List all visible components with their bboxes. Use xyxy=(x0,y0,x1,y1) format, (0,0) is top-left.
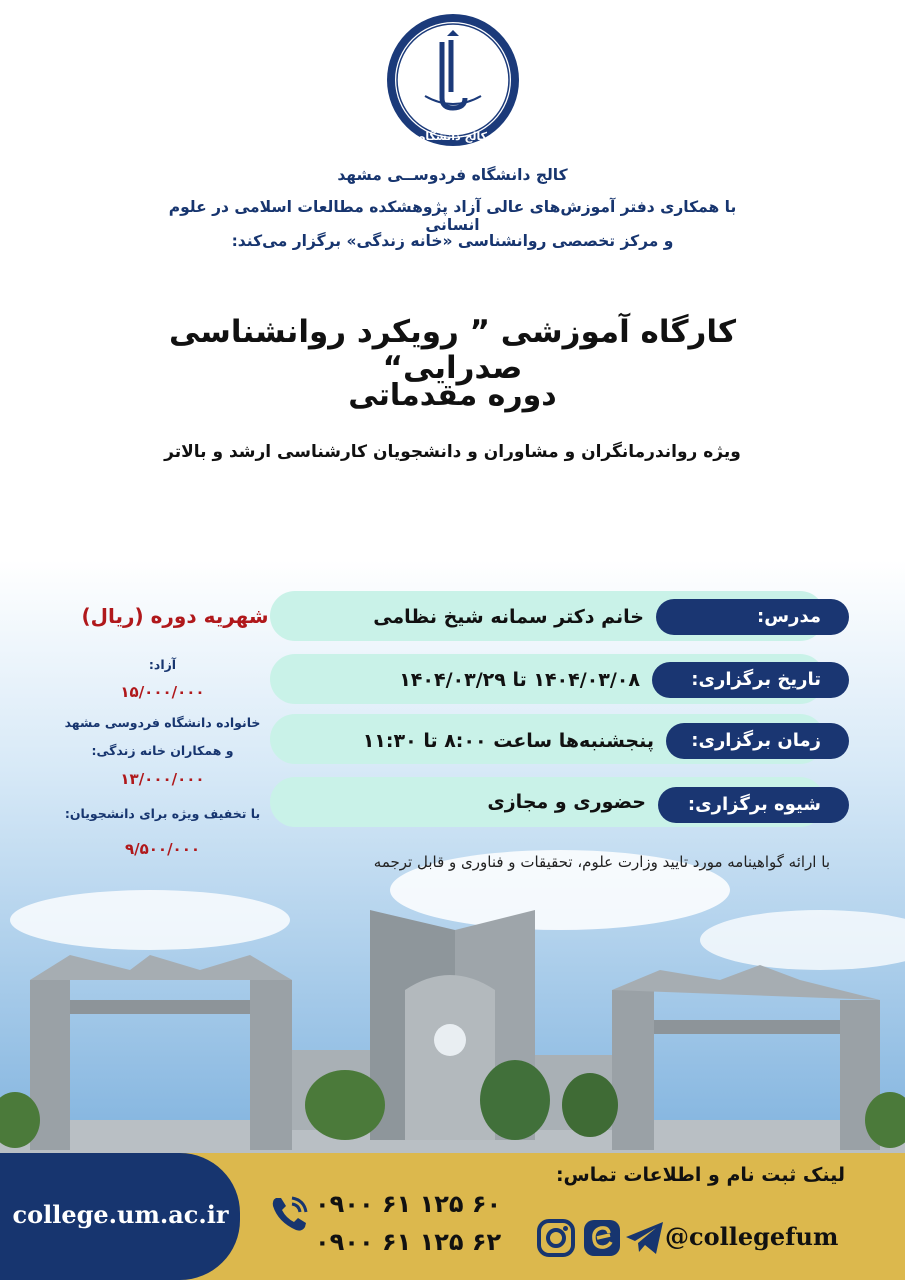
time-value: پنجشنبه‌ها ساعت ۸:۰۰ تا ۱۱:۳۰ xyxy=(362,730,654,752)
fee-student-value: ۹/۵۰۰/۰۰۰ xyxy=(124,840,201,858)
partner-line: با همکاری دفتر آموزش‌های عالی آزاد پژوهشکده مطالعات اسلامی در علوم انسانی xyxy=(168,198,737,234)
college-name: کالج دانشگاه فردوســی مشهد xyxy=(337,166,568,184)
fee-family-label: خانواده دانشگاه فردوسی مشهد xyxy=(64,715,261,730)
workshop-title: کارگاه آموزشی ” رویکرد روانشناسی صدرایی“ xyxy=(168,314,737,386)
date-value: ۱۴۰۴/۰۳/۰۸ تا ۱۴۰۴/۰۳/۲۹ xyxy=(399,669,640,691)
phone-number-2[interactable]: ۰۹۰۰ ۶۱ ۱۲۵ ۶۲ xyxy=(315,1228,502,1256)
organizer-line: و مرکز تخصصی روانشناسی «خانه زندگی» برگزار می‌کند: xyxy=(231,232,674,250)
register-label: لینک ثبت نام و اطلاعات تماس: xyxy=(555,1164,845,1186)
target-audience: ویژه رواندرمانگران و مشاوران و دانشجویان کارشناسی ارشد و بالاتر xyxy=(164,442,741,462)
telegram-icon[interactable] xyxy=(624,1218,666,1258)
time-label: زمان برگزاری: xyxy=(666,723,849,759)
certificate-note: با ارائه گواهینامه مورد تایید وزارت علوم، تحقیقات و فناوری و قابل ترجمه xyxy=(373,853,830,871)
fee-family-value: ۱۳/۰۰۰/۰۰۰ xyxy=(120,770,205,788)
eitaa-icon[interactable] xyxy=(582,1218,622,1258)
instagram-icon[interactable] xyxy=(536,1218,576,1258)
university-logo-icon xyxy=(385,12,521,148)
date-label: تاریخ برگزاری: xyxy=(652,662,849,698)
format-label: شیوه برگزاری: xyxy=(658,787,849,823)
fee-free-value: ۱۵/۰۰۰/۰۰۰ xyxy=(120,683,205,701)
instructor-label: مدرس: xyxy=(656,599,849,635)
fee-family-label-2: و همکاران خانه زندگی: xyxy=(91,743,234,758)
course-level: دوره مقدماتی xyxy=(348,378,557,413)
fee-free-label: آزاد: xyxy=(148,657,177,672)
social-handle[interactable]: @collegefum xyxy=(665,1222,839,1251)
website-link[interactable]: college.um.ac.ir xyxy=(12,1200,229,1229)
logo-caption: کالج دانشگاه xyxy=(418,130,488,143)
phone-number-1[interactable]: ۰۹۰۰ ۶۱ ۱۲۵ ۶۰ xyxy=(315,1190,502,1218)
fee-title: شهریه دوره (ریال) xyxy=(81,604,269,628)
fee-student-label: با تخفیف ویژه برای دانشجویان: xyxy=(64,806,261,821)
instructor-value: خانم دکتر سمانه شیخ نظامی xyxy=(373,606,644,628)
format-value: حضوری و مجازی xyxy=(487,791,646,813)
phone-icon xyxy=(268,1192,312,1236)
